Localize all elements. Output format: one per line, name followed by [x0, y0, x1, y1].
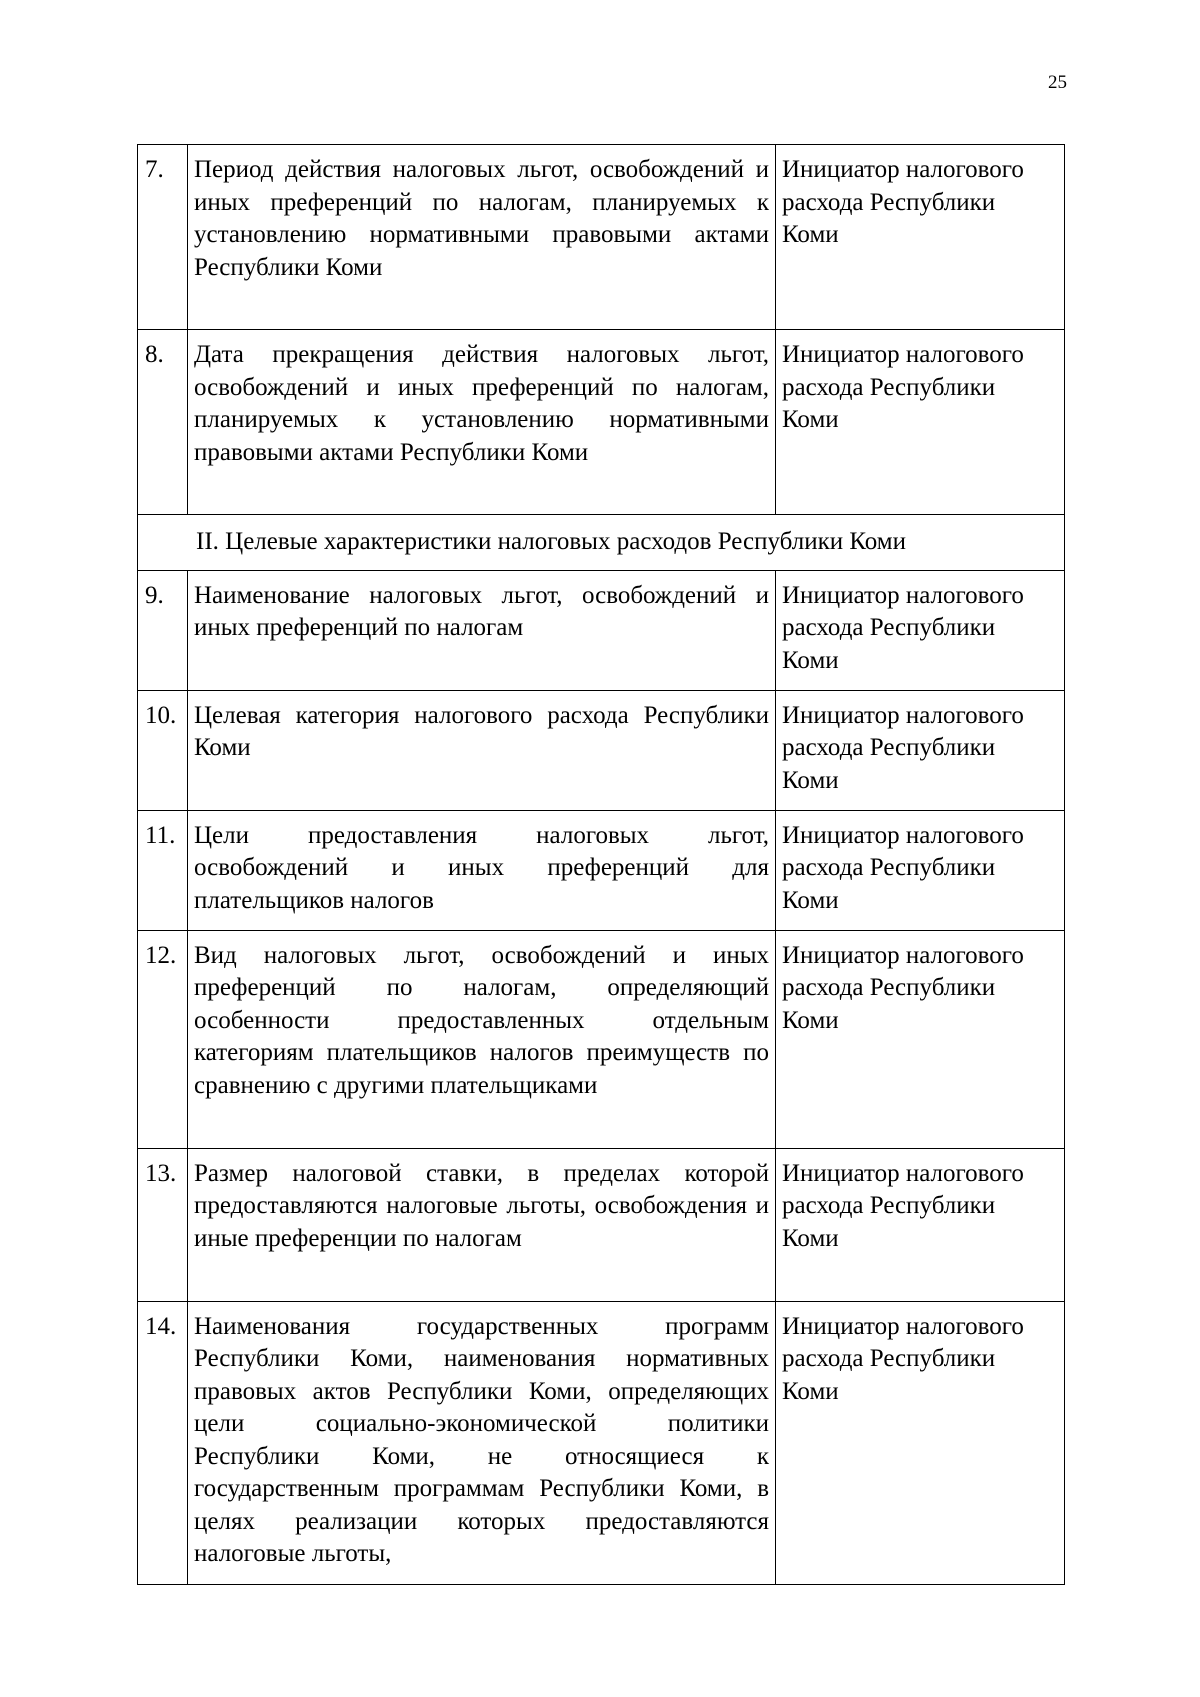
table-row	[138, 1301, 1065, 1584]
section-header: II. Целевые характеристики налоговых расходов Республики Коми	[138, 515, 1065, 571]
row-number: 14.	[138, 1301, 188, 1584]
row-responsible: Инициатор налогового расхода Республики Коми	[776, 810, 1065, 930]
table-row	[138, 810, 1065, 930]
row-responsible: Инициатор налогового расхода Республики Коми	[776, 930, 1065, 1148]
table-row	[138, 570, 1065, 690]
row-number: 10.	[138, 690, 188, 810]
row-responsible: Инициатор налогового расхода Республики Коми	[776, 1301, 1065, 1584]
table-row	[138, 690, 1065, 810]
row-description: Наименование налоговых льгот, освобождений и иных преференций по налогам	[188, 570, 776, 690]
table-row	[138, 145, 1065, 330]
row-responsible: Инициатор налогового расхода Республики Коми	[776, 570, 1065, 690]
row-number: 8.	[138, 330, 188, 515]
table-row	[138, 330, 1065, 515]
table-row	[138, 930, 1065, 1148]
row-responsible: Инициатор налогового расхода Республики Коми	[776, 330, 1065, 515]
section-header-row	[138, 515, 1065, 571]
page-number: 25	[1048, 72, 1067, 93]
row-description: Дата прекращения действия налоговых льгот, освобождений и иных преференций по налогам, планируемых к установлению нормативными правовыми актами Республики Коми	[188, 330, 776, 515]
row-number: 11.	[138, 810, 188, 930]
row-number: 12.	[138, 930, 188, 1148]
table-row	[138, 1148, 1065, 1301]
row-description: Вид налоговых льгот, освобождений и иных преференций по налогам, определяющий особенности предоставленных отдельным категориям плательщиков налогов преимуществ по сравнению с другими плательщиками	[188, 930, 776, 1148]
row-responsible: Инициатор налогового расхода Республики Коми	[776, 690, 1065, 810]
row-description: Период действия налоговых льгот, освобождений и иных преференций по налогам, планируемых к установлению нормативными правовыми актами Республики Коми	[188, 145, 776, 330]
row-description: Цели предоставления налоговых льгот, освобождений и иных преференций для плательщиков налогов	[188, 810, 776, 930]
indicators-table	[137, 144, 1065, 1585]
row-responsible: Инициатор налогового расхода Республики Коми	[776, 145, 1065, 330]
row-description: Целевая категория налогового расхода Республики Коми	[188, 690, 776, 810]
row-description: Размер налоговой ставки, в пределах которой предоставляются налоговые льготы, освобождения и иные преференции по налогам	[188, 1148, 776, 1301]
row-description: Наименования государственных программ Республики Коми, наименования нормативных правовых актов Республики Коми, определяющих цели социально-экономической политики Республики Коми, не относящиеся к государственным программам Республики Коми, в целях реализации которых предоставляются налоговые льготы,	[188, 1301, 776, 1584]
row-number: 13.	[138, 1148, 188, 1301]
row-number: 7.	[138, 145, 188, 330]
row-number: 9.	[138, 570, 188, 690]
row-responsible: Инициатор налогового расхода Республики Коми	[776, 1148, 1065, 1301]
